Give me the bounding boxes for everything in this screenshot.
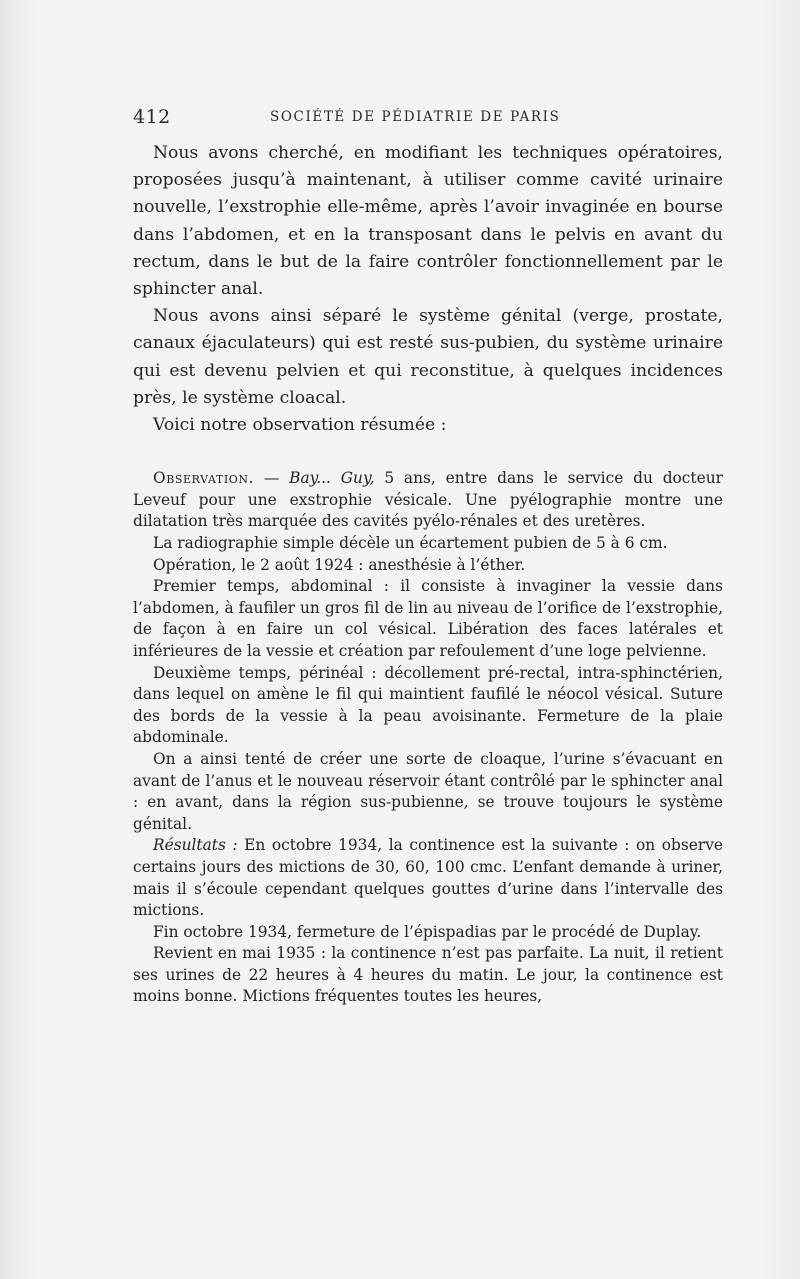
introduction — [133, 140, 723, 439]
observation-paragraph — [133, 468, 723, 533]
observation-paragraph: On a ainsi tenté de créer une sorte de cloaque, l’urine s’évacuant en avant de l’anus et le nouveau réservoir étant contrôlé par le sphincter anal : en avant, dans la région sus-pubienne, se trouve toujours le système génital. — [133, 749, 723, 833]
observation-paragraph: Fin octobre 1934, fermeture de l’épispadias par le procédé de Duplay. — [153, 922, 702, 941]
observation-text: 5 ans, entre dans le service du docteur Leveuf pour une exstrophie vésicale. Une pyélographie montre une dilatation très marquée des cavités pyélo-rénales et des uretères. — [133, 469, 723, 531]
observation-paragraph: La radiographie simple décèle un écartement pubien de 5 à 6 cm. — [153, 534, 668, 553]
observation-paragraph: Opération, le 2 août 1924 : anesthésie à l’éther. — [153, 555, 526, 574]
journal-title: SOCIÉTÉ DE PÉDIATRIE DE PARIS — [270, 109, 561, 125]
observation-dash: — — [254, 469, 290, 488]
results-paragraph — [133, 835, 723, 921]
observation-paragraph: Deuxième temps, périnéal : décollement pré-rectal, intra-sphinctérien, dans lequel on amène le fil qui maintient faufilé le néocol vésical. Suture des bords de la vessie à la peau avoisinante. Fermeture de la plaie abdominale. — [133, 663, 723, 747]
observation-section — [133, 468, 723, 1008]
results-text: En octobre 1934, la continence est la suivante : on observe certains jours des mictions de 30, 60, 100 cmc. L’enfant demande à uriner, mais il s’écoule cependant quelques gouttes d’urine dans l’intervalle des mictions. — [133, 836, 724, 920]
observation-paragraph: Revient en mai 1935 : la continence n’est pas parfaite. La nuit, il retient ses urines de 22 heures à 4 heures du matin. Le jour, la continence est moins bonne. Mictions fréquentes toutes les heures, — [133, 944, 723, 1006]
observation-label: Observation. — [153, 469, 255, 488]
intro-paragraph: Nous avons ainsi séparé le système génital (verge, prostate, canaux éjaculateurs) qui est resté sus-pubien, du système urinaire qui est devenu pelvien et qui reconstitue, à quelques incidences près, le système cloacal. — [133, 306, 723, 408]
running-header — [133, 106, 733, 128]
page-number: 412 — [133, 106, 171, 128]
observation-paragraph: Premier temps, abdominal : il consiste à invaginer la vessie dans l’abdomen, à faufiler un gros fil de lin au niveau de l’orifice de l’exstrophie, de façon à en faire un col vésical. Libération des faces latérales et inférieures de la vessie et création par refoulement d’une loge pelvienne. — [133, 577, 723, 660]
intro-paragraph: Voici notre observation résumée : — [153, 415, 447, 436]
body-text — [133, 140, 723, 1008]
results-label: Résultats : — [153, 836, 238, 855]
patient-name: Bay... Guy, — [289, 469, 375, 488]
intro-paragraph: Nous avons cherché, en modifiant les techniques opératoires, proposées jusqu’à maintenant, à utiliser comme cavité urinaire nouvelle, l’exstrophie elle-même, après l’avoir invaginée en bourse dans l’abdomen, et en la transposant dans le pelvis en avant du rectum, dans le but de la faire contrôler fonctionnellement par le sphincter anal. — [133, 143, 723, 300]
